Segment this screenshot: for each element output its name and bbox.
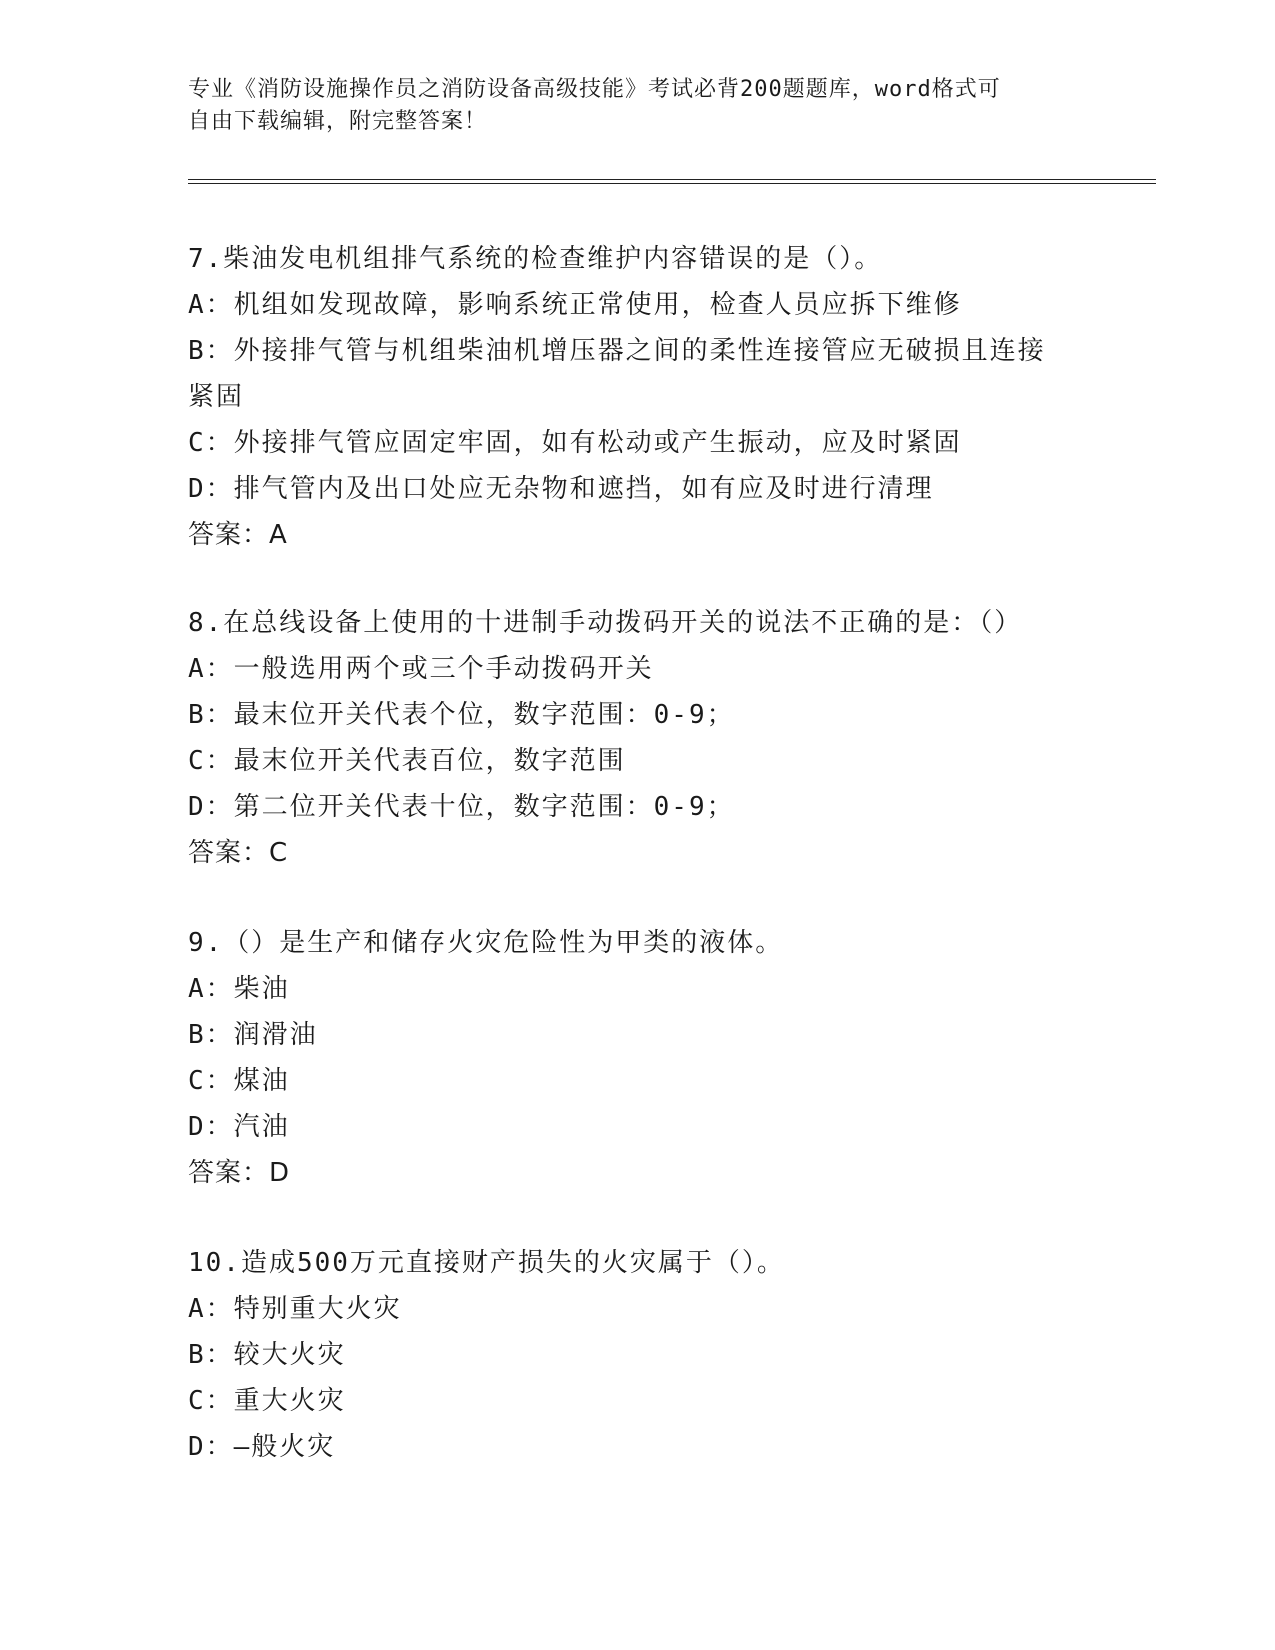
option-a: A：柴油 xyxy=(188,974,290,1004)
option-c: C：煤油 xyxy=(188,1066,290,1096)
question-8 xyxy=(188,600,1188,876)
option-d: D：第二位开关代表十位，数字范围：0-9； xyxy=(188,792,735,822)
question-stem: 10.造成500万元直接财产损失的火灾属于（）。 xyxy=(188,1248,785,1278)
option-b: B：最末位开关代表个位，数字范围：0-9； xyxy=(188,700,735,730)
header-line-2: 自由下载编辑，附完整答案！ xyxy=(188,109,488,134)
question-10 xyxy=(188,1240,1188,1470)
header-rule-top xyxy=(188,179,1156,180)
answer-label: 答案：D xyxy=(188,1158,291,1188)
question-stem: 8.在总线设备上使用的十进制手动拨码开关的说法不正确的是：（） xyxy=(188,608,1023,638)
option-d: D：—般火灾 xyxy=(188,1432,336,1462)
option-b: B：外接排气管与机组柴油机增压器之间的柔性连接管应无破损且连接 xyxy=(188,336,1046,366)
header-rule-bottom xyxy=(188,183,1156,184)
option-a: A：特别重大火灾 xyxy=(188,1294,402,1324)
option-b-continued: 紧固 xyxy=(188,382,245,412)
option-d: D：汽油 xyxy=(188,1112,290,1142)
option-a: A：机组如发现故障，影响系统正常使用，检查人员应拆下维修 xyxy=(188,290,962,320)
question-9 xyxy=(188,920,1188,1196)
option-d: D：排气管内及出口处应无杂物和遮挡，如有应及时进行清理 xyxy=(188,474,934,504)
document-header xyxy=(188,74,1088,138)
option-b: B：较大火灾 xyxy=(188,1340,346,1370)
header-line-1: 专业《消防设施操作员之消防设备高级技能》考试必背200题题库，word格式可 xyxy=(188,77,1001,102)
option-c: C：外接排气管应固定牢固，如有松动或产生振动，应及时紧固 xyxy=(188,428,962,458)
option-b: B：润滑油 xyxy=(188,1020,318,1050)
option-c: C：重大火灾 xyxy=(188,1386,346,1416)
question-stem: 7.柴油发电机组排气系统的检查维护内容错误的是（）。 xyxy=(188,244,883,274)
option-c: C：最末位开关代表百位，数字范围 xyxy=(188,746,626,776)
question-stem: 9.（）是生产和储存火灾危险性为甲类的液体。 xyxy=(188,928,784,958)
answer-label: 答案：A xyxy=(188,520,288,550)
option-a: A：一般选用两个或三个手动拨码开关 xyxy=(188,654,654,684)
answer-label: 答案：C xyxy=(188,838,289,868)
question-7 xyxy=(188,236,1188,558)
